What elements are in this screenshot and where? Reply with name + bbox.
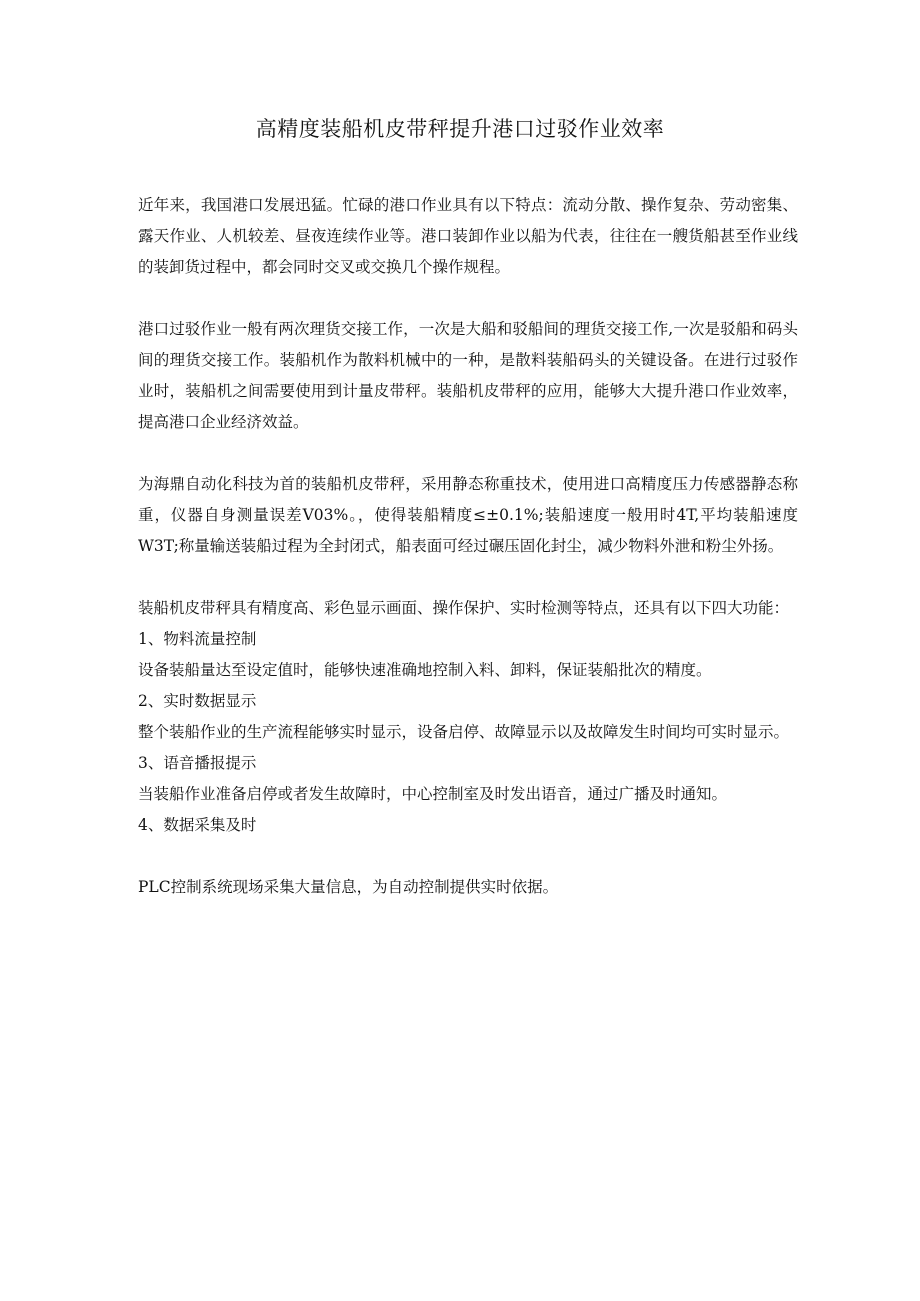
feature-heading-flow-control: 1、物料流量控制 bbox=[138, 630, 257, 648]
paragraph-belt-scale: 为海鼎自动化科技为首的装船机皮带秤，采用静态称重技术，使用进口高精度压力传感器静态称重，仪器自身测量误差V03%。，使得装船精度≤±0.1%;装船速度一般用时4T,平均装船速度W3T;称量输送装船过程为全封闭式，船表面可经过碾压固化封尘，减少物料外泄和粉尘外扬。 bbox=[138, 475, 798, 555]
feature-text-voice-broadcast: 当装船作业准备启停或者发生故障时，中心控制室及时发出语音，通过广播及时通知。 bbox=[138, 785, 728, 803]
feature-text-realtime-display: 整个装船作业的生产流程能够实时显示，设备启停、故障显示以及故障发生时间均可实时显示。 bbox=[138, 723, 790, 741]
feature-text-flow-control: 设备装船量达至设定值时，能够快速准确地控制入料、卸料，保证装船批次的精度。 bbox=[138, 661, 712, 679]
paragraph-intro: 近年来，我国港口发展迅猛。忙碌的港口作业具有以下特点：流动分散、操作复杂、劳动密集、露天作业、人机较差、昼夜连续作业等。港口装卸作业以船为代表，往往在一艘货船甚至作业线的装卸货过程中，都会同时交叉或交换几个操作规程。 bbox=[138, 196, 798, 276]
paragraph-closing: PLC控制系统现场采集大量信息，为自动控制提供实时依据。 bbox=[138, 878, 559, 896]
paragraph-transfer-work: 港口过驳作业一般有两次理货交接工作，一次是大船和驳船间的理货交接工作,一次是驳船和码头间的理货交接工作。装船机作为散料机械中的一种，是散料装船码头的关键设备。在进行过驳作业时，装船机之间需要使用到计量皮带秤。装船机皮带秤的应用，能够大大提升港口作业效率，提高港口企业经济效益。 bbox=[138, 320, 798, 431]
document-title: 高精度装船机皮带秤提升港口过驳作业效率 bbox=[255, 117, 665, 141]
paragraph-features-intro: 装船机皮带秤具有精度高、彩色显示画面、操作保护、实时检测等特点，还具有以下四大功能： bbox=[138, 599, 790, 617]
feature-heading-voice-broadcast: 3、语音播报提示 bbox=[138, 754, 257, 772]
feature-heading-data-collection: 4、数据采集及时 bbox=[138, 816, 257, 834]
feature-heading-realtime-display: 2、实时数据显示 bbox=[138, 692, 257, 710]
document-body bbox=[138, 190, 798, 903]
